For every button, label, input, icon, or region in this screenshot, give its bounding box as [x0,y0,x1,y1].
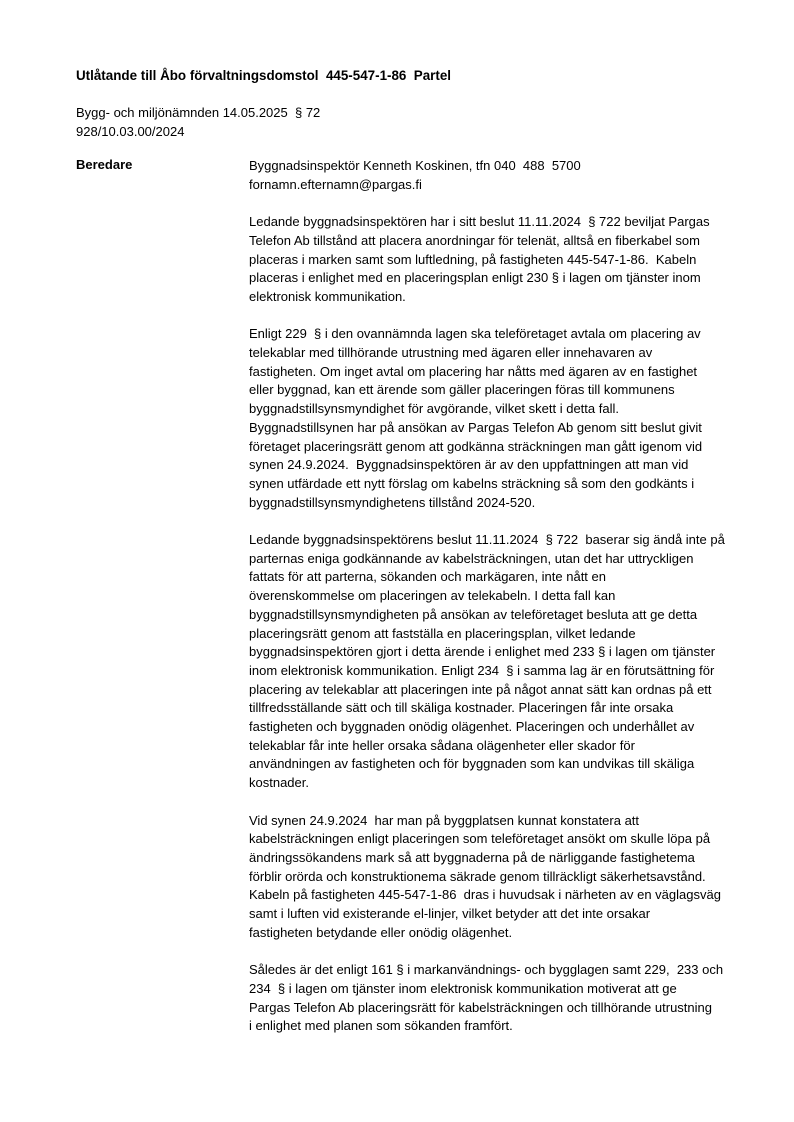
paragraph-line: parternas eniga godkännande av kabelsträckningen, utan det har uttryckligen [249,550,694,566]
preparer-label: Beredare [76,157,133,172]
paragraph-line: placeringsrätt genom att fastställa en placeringsplan, vilket ledande [249,625,636,641]
paragraph-line: överenskommelse om placeringen av telekabeln. I detta fall kan [249,588,616,604]
paragraph-line: Kabeln på fastigheten 445-547-1-86 dras i huvudsak i närheten av en väglagsväg [249,887,721,903]
paragraph [249,531,749,793]
paragraph [249,213,749,307]
paragraph [249,325,749,512]
paragraph [249,961,749,1036]
paragraph-line: kabelsträckningen enligt placeringen som teleföretaget ansökt om skulle löpa på [249,831,711,847]
document-title: Utlåtande till Åbo förvaltningsdomstol 445-547-1-86 Partel [76,68,452,83]
paragraph-line: Således är det enligt 161 § i markanvändnings- och bygglagen samt 229, 233 och [249,962,724,978]
paragraph-line: ändringssökandens mark så att byggnaderna på de närliggande fastighetema [249,849,695,865]
case-number: 928/10.03.00/2024 [76,123,185,139]
paragraph-line: byggnadstillsynsmyndigheten på ansökan av teleföretaget besluta att ge detta [249,606,698,622]
preparer-contact [249,157,749,194]
preparer-email: fornamn.efternamn@pargas.fi [249,176,422,192]
paragraph-line: samt i luften vid existerande el-linjer, vilket betyder att det inte orsakar [249,906,651,922]
paragraph-line: placering av telekablar att placeringen inte på något annat sätt kan ordnas på ett [249,681,712,697]
paragraph-line: byggnadstillsynsmyndighet för avgörande, vilket skett i detta fall. [249,401,619,417]
paragraph-line: fastigheten. Om inget avtal om placering har nåtts med ägaren av en fastighet [249,363,698,379]
paragraph-line: elektronisk kommunikation. [249,288,406,304]
paragraph-line: Telefon Ab tillstånd att placera anordningar för telenät, alltså en fiberkabel som [249,232,700,248]
paragraph-line: Byggnadstillsynen har på ansökan av Pargas Telefon Ab genom sitt beslut givit [249,419,702,435]
paragraph-line: telekablar med tillhörande utrustning med ägaren eller innehavaren av [249,345,653,360]
preparer-contact-line: Byggnadsinspektör Kenneth Koskinen, tfn 040 488 5700 [249,158,581,173]
paragraph-line: Ledande byggnadsinspektören har i sitt beslut 11.11.2024 § 722 beviljat Pargas [249,214,710,230]
paragraph-line: eller byggnad, kan ett ärende som gäller placeringen föras till kommunens [249,382,675,398]
paragraph-line: kostnader. [249,775,309,791]
paragraph-line: Pargas Telefon Ab placeringsrätt för kabelsträckningen och tillhörande utrustning [249,999,712,1015]
paragraph-line: Vid synen 24.9.2024 har man på byggplatsen kunnat konstatera att [249,812,640,828]
paragraph [249,812,749,943]
paragraph-line: fattats för att parterna, sökanden och markägaren, inte nått en [249,569,606,585]
paragraph-line: användningen av fastigheten och för byggnaden som kan undvikas till skäliga [249,756,695,772]
paragraph-line: synen 24.9.2024. Byggnadsinspektören är av den uppfattningen att man vid [249,457,689,473]
paragraph-line: fastigheten betydande eller onödig olägenhet. [249,924,513,940]
paragraph-line: Ledande byggnadsinspektörens beslut 11.11.2024 § 722 baserar sig ändå inte på [249,532,725,548]
paragraph-line: placeras i marken samt som luftledning, på fastigheten 445-547-1-86. Kabeln [249,251,697,267]
document-body [249,157,749,1055]
paragraph-line: telekablar får inte heller orsaka sådana olägenheter eller skador för [249,737,635,753]
paragraph-line: byggnadsinspektören gjort i detta ärende i enlighet med 233 § i lagen om tjänster [249,644,716,660]
paragraph-line: byggnadstillsynsmyndighetens tillstånd 2024-520. [249,494,536,510]
paragraph-line: fastigheten och byggnaden onödig olägenhet. Placeringen och underhållet av [249,719,695,735]
paragraph-line: Enligt 229 § i den ovannämnda lagen ska teleföretaget avtala om placering av [249,326,701,342]
paragraph-line: tillfredsställande sätt och till skäliga kostnader. Placeringen får inte orsaka [249,700,674,716]
paragraph-line: företaget placeringsrätt genom att godkänna sträckningen man gått igenom vid [249,438,703,454]
paragraphs [249,213,749,1036]
paragraph-line: förblir orörda och konstruktionema säkrade genom tillräckligt säkerhetsavstånd. [249,868,706,884]
paragraph-line: synen utfärdade ett nytt förslag om kabelns sträckning så som den godkänts i [249,475,695,491]
meeting-reference: Bygg- och miljönämnden 14.05.2025 § 72 [76,105,321,120]
paragraph-line: placeras i enlighet med en placeringsplan enligt 230 § i lagen om tjänster inom [249,270,701,286]
paragraph-line: i enlighet med planen som sökanden framfört. [249,1018,513,1034]
paragraph-line: 234 § i lagen om tjänster inom elektronisk kommunikation motiverat att ge [249,980,677,996]
document-meta [76,104,320,141]
paragraph-line: inom elektronisk kommunikation. Enligt 234 § i samma lag är en förutsättning för [249,662,715,678]
